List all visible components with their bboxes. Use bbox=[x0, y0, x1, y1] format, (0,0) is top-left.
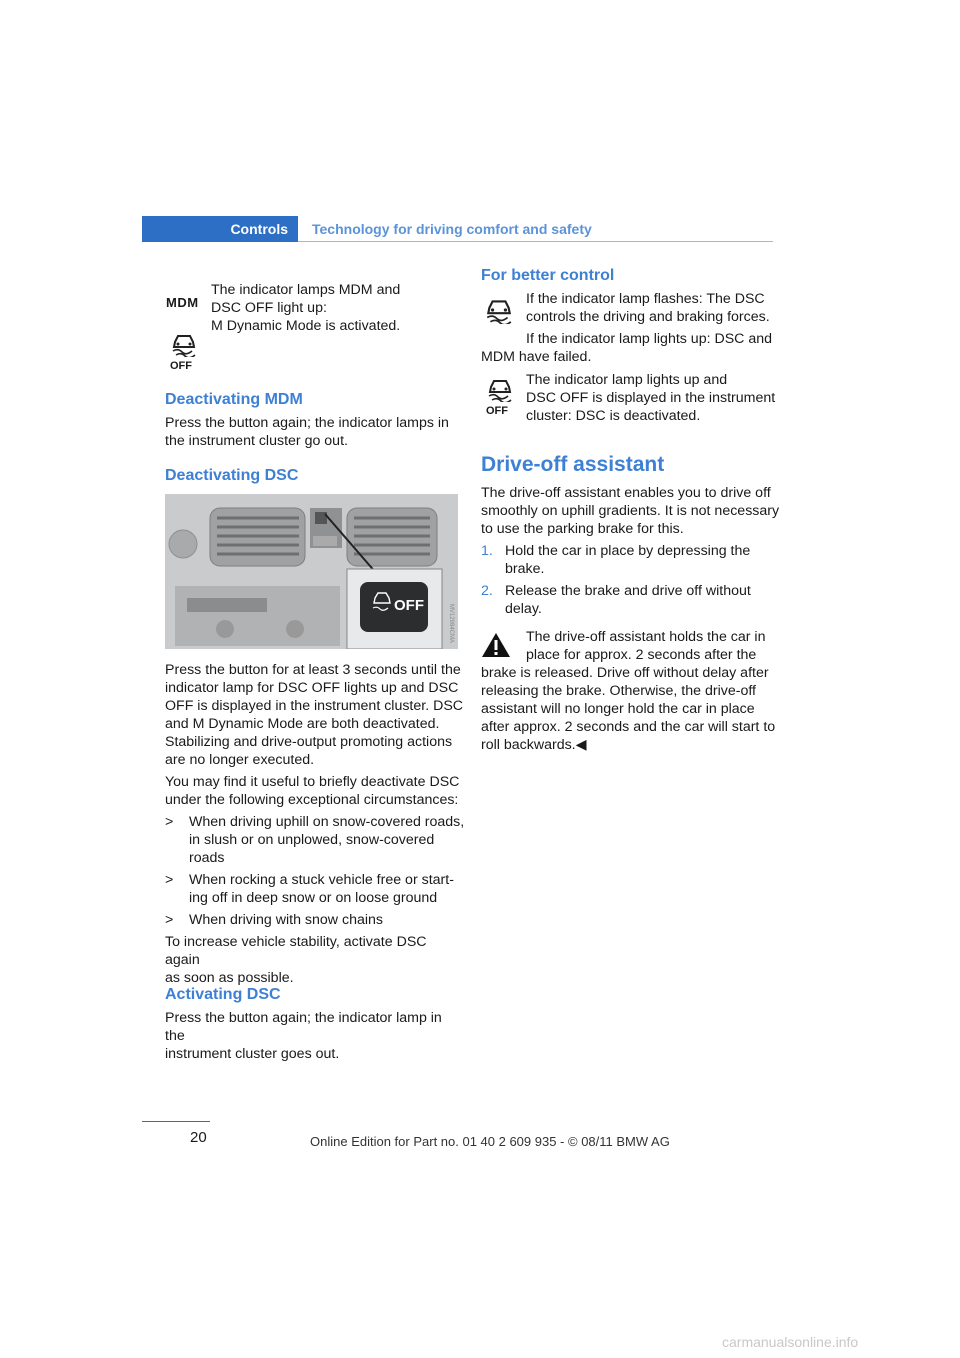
header-rule bbox=[298, 241, 773, 242]
dsc-off-indicator-icon bbox=[170, 331, 198, 371]
para-increase-stability: To increase vehicle stability, activate DSC again as soon as possible. bbox=[165, 934, 427, 986]
section-label: Controls bbox=[230, 221, 288, 237]
lights-text: If the indicator lamp lights up: DSC and MDM have failed. bbox=[481, 331, 773, 365]
activating-dsc-section: Activating DSC Press the button again; the indicator lamp in the instrument cluster goes out. bbox=[165, 986, 465, 1063]
drive-off-intro: The drive-off assistant enables you to drive off smoothly on uphill gradients. It is not necessary to use the parking brake for this. bbox=[481, 485, 780, 537]
off-text: The indicator lamp lights up and DSC OFF is displayed in the instrument cluster: DSC is deactivated. bbox=[526, 372, 776, 424]
drive-off-section bbox=[481, 453, 781, 622]
photo-code: MV12984CMA bbox=[448, 604, 454, 644]
dsc-off-indicator-icon bbox=[486, 376, 514, 416]
dashboard-illustration bbox=[165, 494, 458, 649]
page-number: 20 bbox=[190, 1129, 207, 1146]
section-tab bbox=[142, 216, 298, 242]
deactivating-mdm-section: Deactivating MDM Press the button again; the indicator lamps in the instrument cluster go out. bbox=[165, 391, 465, 450]
warning-text: The drive-off assistant holds the car in place for approx. 2 seconds after the brake is released. Drive off without delay after releasing the brake. Otherwise, the drive-off assistant will no longer hold the car in place after approx. 2 seconds and the car will start to roll backwards.◀ bbox=[481, 629, 776, 753]
better-control-section bbox=[481, 267, 781, 285]
list-item: > When rocking a stuck vehicle free or start- ing off in deep snow or on loose ground bbox=[165, 872, 454, 906]
mdm-indicator-icon: MDM bbox=[166, 295, 199, 310]
better-control-heading: For better control bbox=[481, 267, 615, 284]
activating-dsc-heading: Activating DSC bbox=[165, 986, 281, 1003]
off-label: OFF bbox=[486, 405, 508, 417]
deactivating-dsc-section bbox=[165, 467, 465, 485]
mdm-intro: The indicator lamps MDM and DSC OFF light up: M Dynamic Mode is activated. bbox=[211, 282, 401, 334]
para-exceptional: You may find it useful to briefly deactivate DSC under the following exceptional circumstances: bbox=[165, 774, 460, 808]
car-skid-icon bbox=[486, 376, 514, 402]
footer-edition: Online Edition for Part no. 01 40 2 609 935 - © 08/11 BMW AG bbox=[310, 1134, 670, 1149]
off-label: OFF bbox=[170, 360, 192, 372]
car-skid-icon bbox=[484, 296, 514, 324]
page-header-title: Technology for driving comfort and safety bbox=[312, 221, 592, 237]
deactivating-dsc-heading: Deactivating DSC bbox=[165, 467, 299, 484]
dsc-button-photo bbox=[165, 494, 458, 649]
car-skid-icon bbox=[170, 331, 198, 357]
dsc-indicator-icon bbox=[484, 296, 514, 329]
drive-off-heading: Drive-off assistant bbox=[481, 453, 665, 476]
deactivating-mdm-heading: Deactivating MDM bbox=[165, 391, 303, 408]
list-item: > When driving uphill on snow-covered roads, in slush or on unplowed, snow-covered roads bbox=[165, 814, 465, 866]
watermark: carmanualsonline.info bbox=[722, 1334, 859, 1350]
photo-off-label: OFF bbox=[394, 597, 424, 614]
deactivating-dsc-body bbox=[165, 661, 465, 991]
list-item: 2. Release the brake and drive off without delay. bbox=[481, 583, 751, 617]
flash-text: If the indicator lamp flashes: The DSC controls the driving and braking forces. bbox=[526, 291, 770, 325]
list-item: 1. Hold the car in place by depressing the brake. bbox=[481, 543, 751, 577]
list-item: > When driving with snow chains bbox=[165, 912, 383, 928]
para-press-button: Press the button for at least 3 seconds until the indicator lamp for DSC OFF lights up and DSC OFF is displayed in the instrument cluster. DSC and M Dynamic Mode are both deactivated. Stabilizing and drive-output promoting actions are no longer executed. bbox=[165, 662, 464, 768]
footer-rule bbox=[142, 1121, 210, 1122]
